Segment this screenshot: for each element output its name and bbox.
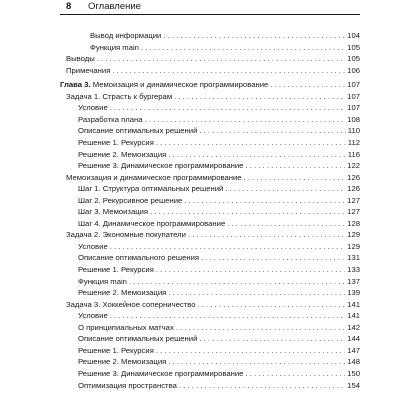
toc-entry[interactable] <box>78 137 360 148</box>
toc-entry-page: 141 <box>347 299 360 309</box>
toc-entry-text: Описание оптимальных решений <box>78 334 198 344</box>
toc-entry-page: 144 <box>347 334 360 344</box>
toc-entry-page: 108 <box>347 114 360 124</box>
dot-leader <box>168 287 345 298</box>
dot-leader <box>156 264 345 275</box>
toc-entry-title <box>66 91 172 102</box>
toc-entry-title <box>78 149 166 160</box>
toc-entry[interactable] <box>78 287 360 298</box>
toc-entry-title <box>66 299 195 310</box>
toc-entry-text: Решение 3. Динамическое программирование <box>78 368 244 378</box>
dot-leader <box>97 53 345 64</box>
toc-entry-text: Оптимизация пространства <box>78 380 177 390</box>
toc-entry[interactable] <box>78 322 360 333</box>
toc-entry-text: Описание оптимальных решений <box>78 126 198 136</box>
toc-entry-text: Задача 1. Страсть к бургерам <box>66 91 173 101</box>
dot-leader <box>110 310 345 321</box>
dot-leader <box>245 368 345 379</box>
toc-entry[interactable] <box>78 310 360 321</box>
toc-entry-text: Шаг 4. Динамическое программирование <box>78 218 226 228</box>
toc-entry-text: Условие <box>78 311 108 321</box>
toc-entry-title <box>78 264 154 275</box>
dot-leader <box>244 172 346 183</box>
dot-leader <box>156 137 346 148</box>
toc-entry-text: Примечания <box>66 65 111 75</box>
toc-entry-page: 105 <box>347 54 360 64</box>
toc-entry-text: Решение 1. Рекурсия <box>78 137 154 147</box>
toc-entry-page: 104 <box>347 31 360 40</box>
toc-entry-page: 154 <box>347 380 360 390</box>
dot-leader <box>163 30 345 41</box>
toc-entry-page: 139 <box>347 288 360 298</box>
toc-entry[interactable] <box>78 252 360 263</box>
toc-entry-title <box>78 333 197 344</box>
toc-entry[interactable] <box>78 160 360 171</box>
dot-leader <box>176 322 345 333</box>
toc-chapter-entry[interactable] <box>60 79 360 90</box>
toc-entry[interactable] <box>78 380 360 391</box>
toc-entry-title <box>66 172 242 183</box>
toc-entry[interactable] <box>78 345 360 356</box>
toc-entry-text: Решение 1. Рекурсия <box>78 345 154 355</box>
toc-entry-page: 105 <box>347 42 360 52</box>
toc-entry-page: 128 <box>347 218 360 228</box>
dot-leader <box>168 356 345 367</box>
toc-entry[interactable] <box>66 65 360 76</box>
toc-entry[interactable] <box>78 149 360 160</box>
toc-entry-title <box>66 229 186 240</box>
toc-entry-title <box>78 345 154 356</box>
toc-entry-text: Условие <box>78 103 108 113</box>
toc-entry-text: Решение 2. Мемоизация <box>78 149 167 159</box>
toc-entry-page: 110 <box>347 126 360 136</box>
toc-entry-text: Решение 2. Мемоизация <box>78 288 167 298</box>
toc-entry[interactable] <box>78 114 360 125</box>
toc-entry[interactable] <box>78 276 360 287</box>
toc-entry-page: 112 <box>347 137 360 147</box>
toc-entry-page: 127 <box>347 195 360 205</box>
dot-leader <box>270 79 345 90</box>
toc-entry-title <box>78 102 108 113</box>
toc-entry[interactable] <box>78 206 360 217</box>
toc-entry-title <box>78 241 108 252</box>
toc-entry[interactable] <box>66 299 360 310</box>
toc-entry-page: 133 <box>347 265 360 274</box>
toc-entry[interactable] <box>78 183 360 194</box>
toc-entry-page: 107 <box>347 91 360 101</box>
dot-leader <box>225 183 345 194</box>
toc-entry[interactable] <box>66 53 360 64</box>
toc-entry-title <box>78 322 174 333</box>
toc-entry[interactable] <box>78 264 360 275</box>
toc-entry[interactable] <box>78 125 360 136</box>
toc-entry-page: 141 <box>347 311 360 321</box>
toc-entry[interactable] <box>66 229 360 240</box>
toc-entry-text: Шаг 1. Структура оптимальных решений <box>78 184 224 194</box>
toc-entry-title <box>78 218 225 229</box>
dot-leader <box>112 65 345 76</box>
toc-entry-page: 126 <box>347 184 360 194</box>
dot-leader <box>145 114 346 125</box>
toc-entry[interactable] <box>90 30 360 41</box>
dot-leader <box>197 299 345 310</box>
toc-entry-title <box>78 195 182 206</box>
dot-leader <box>179 380 345 391</box>
running-title: Оглавление <box>88 1 141 12</box>
dot-leader <box>129 276 345 287</box>
toc-entry-text: Решение 2. Мемоизация <box>78 357 167 367</box>
toc-entry[interactable] <box>78 241 360 252</box>
toc-entry-text: Задача 3. Хоккейное соперничество <box>66 299 196 309</box>
dot-leader <box>188 229 345 240</box>
toc-entry-page: 129 <box>347 241 360 251</box>
toc-entry[interactable] <box>78 368 360 379</box>
toc-entry-title <box>60 79 268 90</box>
toc-entry[interactable] <box>78 356 360 367</box>
toc-entry-text: Задача 2. Экономные покупатели <box>66 230 186 240</box>
toc-entry[interactable] <box>78 195 360 206</box>
toc-entry-title <box>78 380 177 391</box>
page-header <box>0 0 420 18</box>
toc-entry-title <box>78 276 127 287</box>
toc-entry[interactable] <box>90 42 360 53</box>
toc-entry-page: 150 <box>347 368 360 378</box>
toc-entry-text: Описание оптимального решения <box>78 253 200 263</box>
dot-leader <box>201 252 345 263</box>
toc-entry-title <box>78 125 197 136</box>
toc-entry-page: 131 <box>347 253 360 263</box>
toc-entry-page: 129 <box>347 230 360 240</box>
toc-entry-page: 106 <box>347 65 360 75</box>
toc-entry-title <box>78 137 154 148</box>
dot-leader <box>199 125 345 136</box>
toc-entry-text: Решение 3. Динамическое программирование <box>78 161 244 171</box>
toc-entry-title <box>66 53 95 64</box>
toc-entry-page: 116 <box>347 149 360 159</box>
toc-entry-page: 107 <box>347 80 360 90</box>
toc-entry-title <box>78 252 199 263</box>
dot-leader <box>110 102 345 113</box>
toc-entry[interactable] <box>78 102 360 113</box>
toc-entry-text: Мемоизация и динамическое программирование <box>66 172 242 182</box>
dot-leader <box>168 149 345 160</box>
toc-entry[interactable] <box>66 91 360 102</box>
toc-entry-title <box>78 356 166 367</box>
toc-entry-page: 127 <box>347 207 360 217</box>
toc-entry-page: 147 <box>347 345 360 355</box>
toc-entry-title <box>78 183 223 194</box>
header-rule <box>60 14 360 15</box>
toc-entry[interactable] <box>78 333 360 344</box>
toc-entry-title <box>66 65 110 76</box>
dot-leader <box>150 206 345 217</box>
toc-entry-text: Функция main <box>78 276 127 286</box>
toc-entry-text: О принципиальных матчах <box>78 322 174 332</box>
toc-entry-title <box>78 160 243 171</box>
toc-entry-title <box>90 30 161 41</box>
dot-leader <box>227 218 345 229</box>
toc-entry-text: Шаг 3. Мемоизация <box>78 207 149 217</box>
toc-entry-page: 142 <box>347 322 360 332</box>
toc-entry-text: Шаг 2. Рекурсивное решение <box>78 195 183 205</box>
toc-entry-text: Выводы <box>66 54 95 64</box>
toc-entry-page: 148 <box>347 357 360 367</box>
dot-leader <box>245 160 345 171</box>
toc-entry-text: Мемоизация и динамическое программирование <box>92 80 269 90</box>
dot-leader <box>156 345 345 356</box>
toc-entry-title <box>78 368 243 379</box>
toc-entry-page: 137 <box>347 276 360 286</box>
page-number: 8 <box>66 1 72 12</box>
toc-entry[interactable] <box>78 218 360 229</box>
dot-leader <box>199 333 345 344</box>
dot-leader <box>184 195 345 206</box>
toc-entry[interactable] <box>66 172 360 183</box>
toc-entry-text: Условие <box>78 241 108 251</box>
chapter-prefix: Глава 3. <box>60 80 91 90</box>
toc-entry-page: 126 <box>347 172 360 182</box>
toc-entry-title <box>78 287 166 298</box>
dot-leader <box>174 91 345 102</box>
toc-entry-text: Решение 1. Рекурсия <box>78 265 154 274</box>
toc-entry-page: 107 <box>347 103 360 113</box>
toc-entry-title <box>78 114 143 125</box>
toc-entry-page: 122 <box>347 161 360 171</box>
toc-entry-title <box>90 42 139 53</box>
toc-entry-title <box>78 206 148 217</box>
dot-leader <box>141 42 345 53</box>
toc-entry-text: Вывод информации <box>90 31 162 40</box>
toc-entry-text: Разработка плана <box>78 114 143 124</box>
toc-entry-text: Функция main <box>90 42 139 52</box>
dot-leader <box>110 241 345 252</box>
toc-entry-title <box>78 310 108 321</box>
